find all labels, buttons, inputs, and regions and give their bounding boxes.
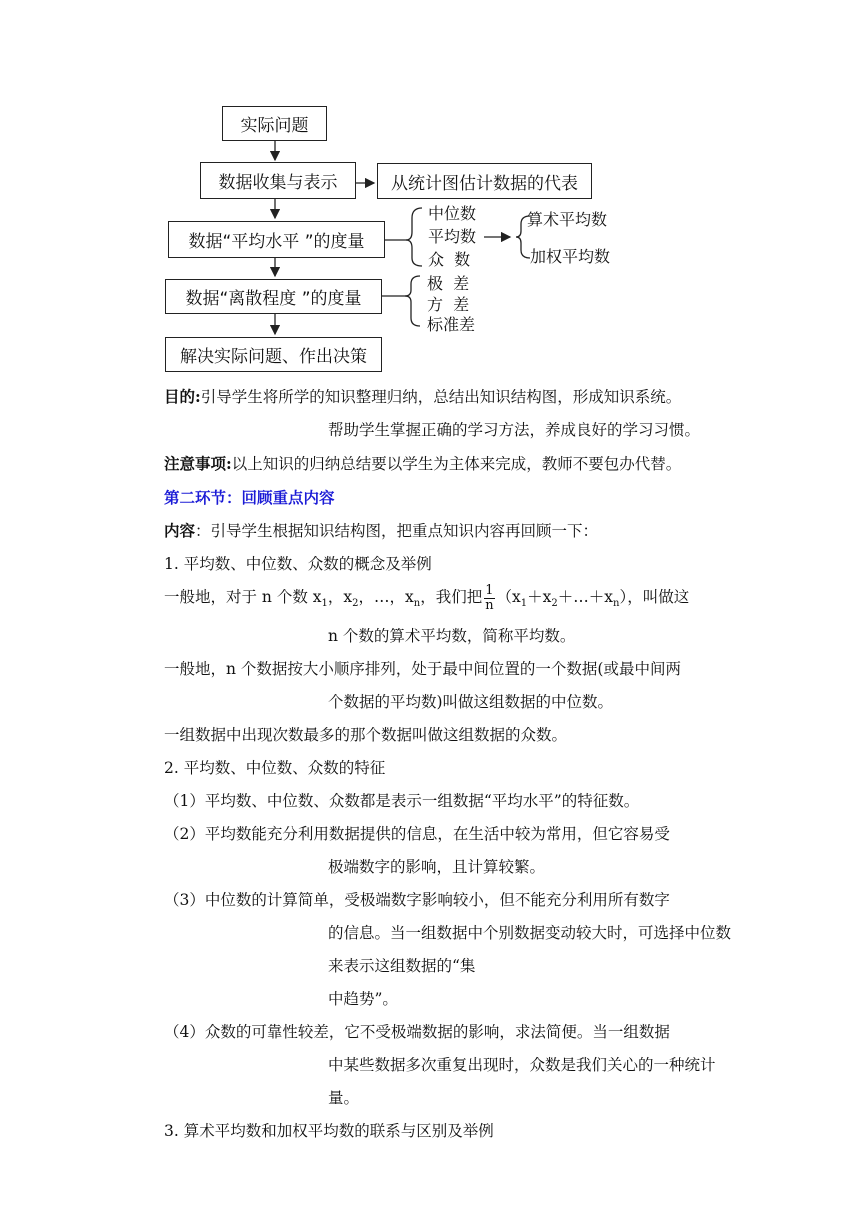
fraction-numerator: 1 [485, 582, 494, 598]
notes-text: 以上知识的归纳总结要以学生为主体来完成，教师不要包办代替。 [231, 455, 682, 473]
document-body [164, 380, 734, 1148]
item-2: 2. 平均数、中位数、众数的特征 [164, 759, 386, 778]
feature-2-cont: 极端数字的影响，且计算较繁。 [328, 858, 546, 877]
mean-def-c: ，…，x [358, 588, 414, 606]
mean-def-a: 一般地，对于 n 个数 x [164, 588, 322, 606]
purpose-label: 目的: [164, 387, 201, 406]
sub-nb: n [613, 598, 620, 610]
paragraph-purpose [164, 380, 734, 414]
feature-4: （4）众数的可靠性较差，它不受极端数据的影响，求法简便。当一组数据 [164, 1023, 670, 1042]
feature-3: （3）中位数的计算简单，受极端数字影响较小，但不能充分利用所有数字 [164, 891, 670, 910]
section-heading: 第二环节：回顾重点内容 [164, 488, 335, 507]
mean-def-g: ＋…＋x [557, 588, 614, 606]
mean-def-h: ），叫做这 [619, 588, 690, 606]
label-std-dev: 标准差 [427, 315, 476, 334]
mean-def-b: ，x [327, 588, 353, 606]
box-dispersion: 数据“离散程度 ”的度量 [165, 279, 382, 314]
box-estimate-from-chart: 从统计图估计数据的代表 [377, 163, 592, 199]
sub-2b: 2 [551, 598, 558, 610]
box-central-tendency: 数据“平均水平 ”的度量 [168, 221, 385, 258]
purpose-text: 引导学生将所学的知识整理归纳，总结出知识结构图，形成知识系统。 [200, 388, 682, 406]
content-label: 内容 [164, 521, 196, 540]
item-1: 1. 平均数、中位数、众数的概念及举例 [164, 555, 432, 573]
sub-1b: 1 [520, 598, 528, 610]
mean-definition [164, 581, 734, 620]
sub-2a: 2 [352, 598, 359, 610]
content-text: ：引导学生根据知识结构图，把重点知识内容再回顾一下： [195, 522, 599, 540]
paragraph-content [164, 514, 734, 548]
sub-1a: 1 [321, 598, 328, 610]
box-real-problem: 实际问题 [222, 106, 327, 141]
median-definition-cont: 个数据的平均数)叫做这组数据的中位数。 [328, 693, 614, 712]
notes-label: 注意事项: [164, 454, 232, 473]
fraction-denominator: n [485, 597, 494, 613]
label-weighted-mean: 加权平均数 [530, 247, 611, 266]
label-mean: 平均数 [428, 227, 477, 246]
mode-definition: 一组数据中出现次数最多的那个数据叫做这组数据的众数。 [164, 726, 568, 745]
knowledge-structure-diagram [0, 0, 860, 380]
item-3: 3. 算术平均数和加权平均数的联系与区别及举例 [164, 1122, 494, 1141]
paragraph-purpose-cont: 帮助学生掌握正确的学习方法，养成良好的学习习惯。 [328, 421, 701, 439]
label-mode: 众 数 [428, 250, 471, 269]
feature-4-cont: 中某些数据多次重复出现时，众数是我们关心的一种统计量。 [328, 1056, 716, 1108]
sub-na: n [413, 598, 421, 610]
label-variance: 方 差 [427, 295, 470, 314]
feature-2: （2）平均数能充分利用数据提供的信息，在生活中较为常用，但它容易受 [164, 825, 670, 844]
box-data-collection: 数据收集与表示 [200, 162, 356, 199]
fraction-one-over-n [484, 584, 494, 613]
feature-3-cont2: 中趋势”。 [328, 990, 398, 1009]
mean-def-f: ＋x [527, 588, 552, 606]
label-range: 极 差 [427, 274, 470, 293]
label-median: 中位数 [428, 204, 477, 223]
mean-definition-cont: n 个数的算术平均数，简称平均数。 [328, 627, 576, 646]
feature-3-cont: 的信息。当一组数据中个别数据变动较大时，可选择中位数来表示这组数据的“集 [328, 924, 732, 976]
box-solve-decide: 解决实际问题、作出决策 [165, 337, 382, 372]
mean-def-d: ，我们把 [420, 588, 483, 606]
paragraph-notes [164, 447, 734, 481]
median-definition: 一般地，n 个数据按大小顺序排列，处于最中间位置的一个数据(或最中间两 [164, 660, 681, 679]
label-arithmetic-mean: 算术平均数 [527, 210, 608, 229]
mean-def-e: （x [496, 588, 521, 606]
feature-1: （1）平均数、中位数、众数都是表示一组数据“平均水平”的特征数。 [164, 792, 640, 811]
